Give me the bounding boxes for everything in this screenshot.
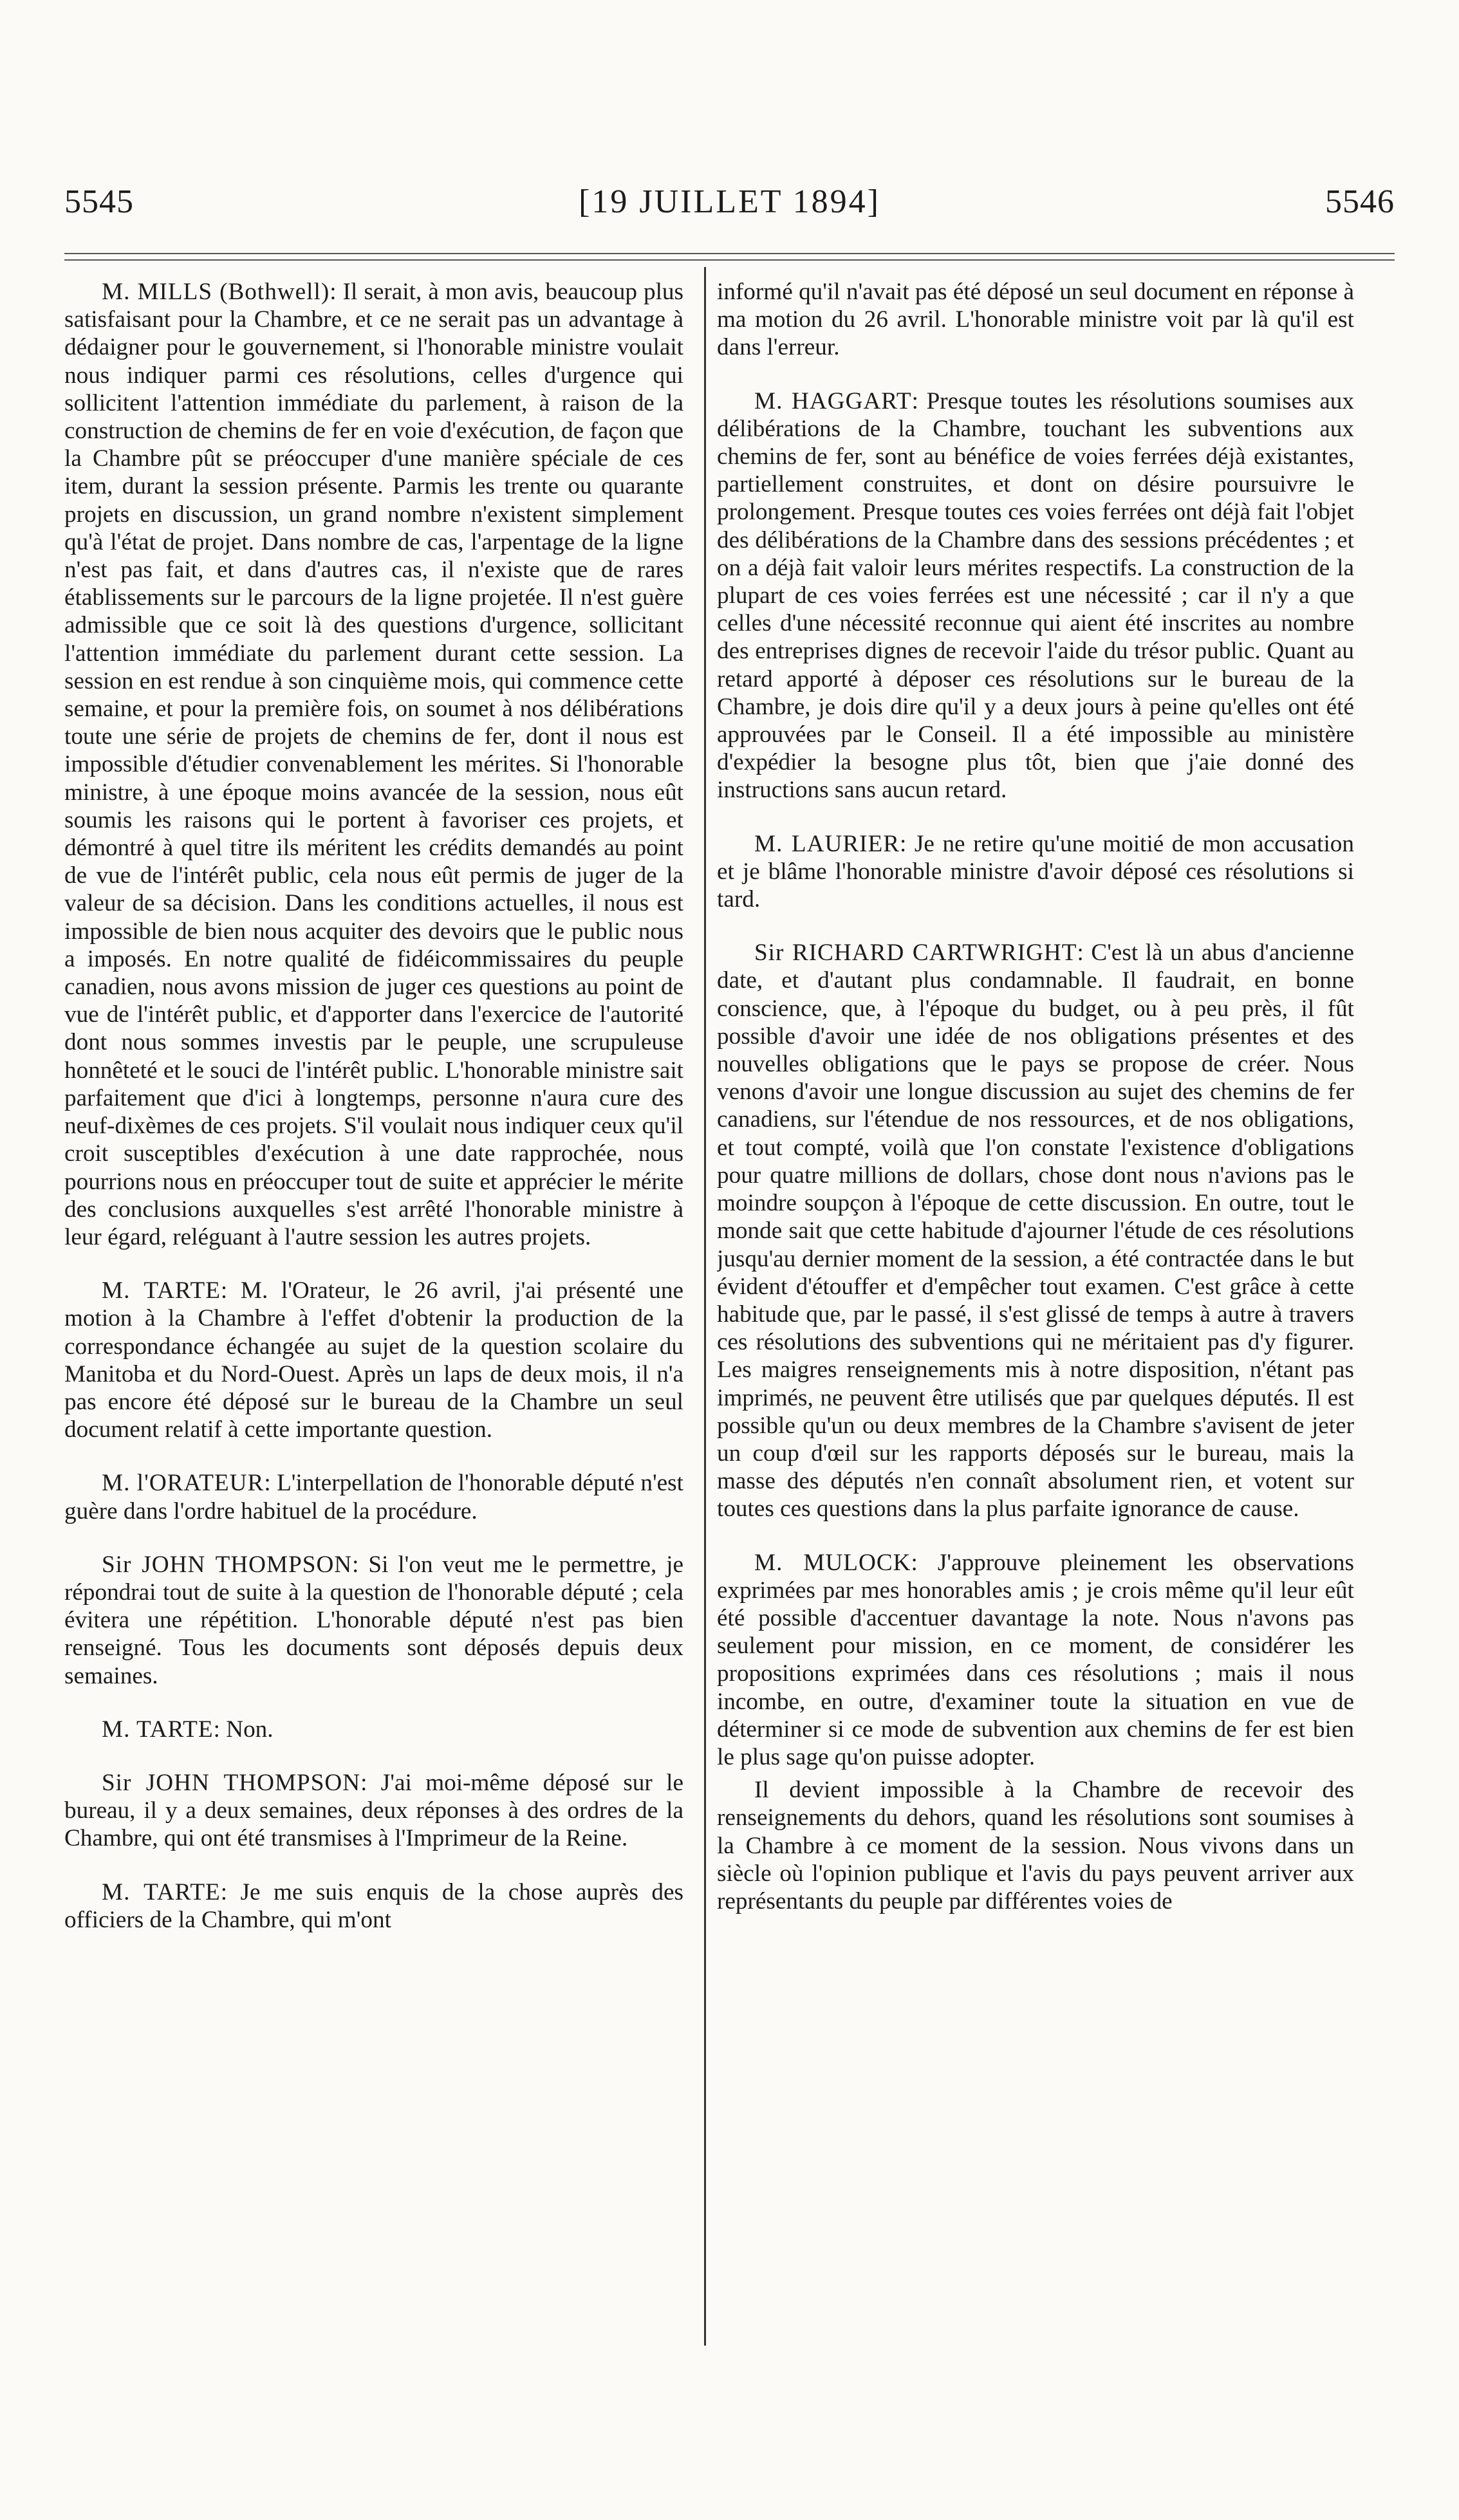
speech (717, 1549, 1354, 1772)
speaker-name: Sir RICHARD CARTWRIGHT (754, 940, 1077, 967)
speech-text: : Je ne retire qu'une moitié de mon accusation et je blâme l'honorable ministre d'avoir déposé ces résolutions si tard. (717, 830, 1354, 913)
right-column (717, 278, 1354, 2344)
speaker-name: M. TARTE (102, 1277, 221, 1304)
speech-text: : J'ai moi-même déposé sur le bureau, il y a deux semaines, deux réponses à des ordres de la Chambre, qui ont été transmises à l'Imprimeur de la Reine. (64, 1769, 683, 1852)
speaker-name: M. l'ORATEUR (102, 1470, 265, 1497)
speech-continuation (717, 278, 1354, 362)
speech (717, 387, 1354, 804)
speech-text: : Il serait, à mon avis, beaucoup plus satisfaisant pour la Chambre, et ce ne serait pas un advantage à dédaigner pour le gouvernement, si l'honorable ministre voulait nous indiquer parmi ces résolutions, celles d'urgence qui sollicitent l'attention immédiate du parlement, à raison de la construction de chemins de fer en voie d'exécution, de façon que la Chambre pût se préoccuper d'une manière spéciale de ces item, durant la session présente. Parmis les trente ou quarante projets en discussion, un grand nombre n'existent simplement qu'à l'état de projet. Dans nombre de cas, l'arpentage de la ligne n'est pas fait, et dans d'autres cas, il n'existe que de rares établissements sur le parcours de la ligne projetée. Il n'est guère admissible que ce soit là des questions d'urgence, sollicitant l'attention immédiate du parlement durant cette session. La session en est rendue à son cinquième mois, qui commence cette semaine, et pour la première fois, on soumet à nos délibérations toute une série de projets de chemins de fer, dont il nous est impossible d'étudier convenablement les mérites. Si l'honorable ministre, à une époque moins avancée de la session, nous eût soumis les raisons qui le portent à favoriser ces projets, et démontré à quel titre ils méritent les crédits demandés au point de vue de l'intérêt public, cela nous eût permis de juger de la valeur de sa décision. Dans les conditions actuelles, il nous est impossible de bien nous acquiter des devoirs que le public nous a imposés. En notre qualité de fidéicommissaires du peuple canadien, nous avons mission de juger ces questions au point de vue de l'intérêt public, et d'apporter dans l'exercice de l'autorité dont nous sommes investis par le peuple, une scrupuleuse honnêteté et le souci de l'intérêt public. L'honorable ministre sait parfaitement que d'ici à longtemps, personne n'aura cure des neuf-dixèmes de ces projets. S'il voulait nous indiquer ceux qu'il croit susceptibles d'exécution à une date rapprochée, nous pourrions nous en préoccuper tout de suite et apprécier le mérite des conclusions auxquelles s'est arrêté l'honorable ministre à leur égard, reléguant à l'autre session les autres projets. (64, 279, 683, 1250)
speaker-name: M. TARTE (102, 1878, 221, 1905)
speech (64, 1551, 683, 1690)
left-column (64, 278, 683, 2344)
page-number-right: 5546 (1325, 183, 1395, 220)
speech-text: : J'approuve pleinement les observations exprimées par mes honorables amis ; je crois même qu'il leur eût été possible d'accentuer davantage la note. Nous n'avons pas seulement pour mission, en ce moment, de considérer les propositions exprimées dans ces résolutions ; mais il nous incombe, en outre, d'examiner toute la situation en vue de déterminer si ce mode de subvention aux chemins de fer est bien le plus sage qu'on puisse adopter. (717, 1549, 1354, 1770)
speech-text: : C'est là un abus d'ancienne date, et d'autant plus condamnable. Il faudrait, en bonne conscience, que, à l'époque du budget, ou à peu près, il fût possible d'avoir une idée de nos obligations présentes et des nouvelles obligations que le pays se propose de créer. Nous venons d'avoir une longue discussion au sujet des chemins de fer canadiens, sur l'étendue de nos ressources, et de nos obligations, et tout compté, voilà que l'on constate l'existence d'obligations pour quatre millions de dollars, chose dont nous n'avions pas le moindre soupçon à l'époque de cette discussion. En outre, tout le monde sait que cette habitude d'ajourner l'étude de ces résolutions jusqu'au dernier moment de la session, a été contractée dans le but évident d'étouffer et d'empêcher tout examen. C'est grâce à cette habitude que, par le passé, il s'est glissé de temps à autre à travers ces résolutions des subventions qui ne méritaient pas d'y figurer. Les maigres renseignements mis à notre disposition, n'étant pas imprimés, ne peuvent être utilisés que par quelques députés. Il est possible qu'un ou deux membres de la Chambre s'avisent de jeter un coup d'œil sur les rapports déposés sur le bureau, mais la masse des députés n'en connaît absolument rien, et votent sur toutes ces questions dans la plus parfaite ignorance de cause. (717, 940, 1354, 1523)
speech-text: : Non. (213, 1716, 274, 1743)
speech-text: Il devient impossible à la Chambre de recevoir des renseignements du dehors, quand les résolutions sont soumises à la Chambre à ce moment de la session. Nous vivons dans un siècle où l'opinion publique et l'avis du pays peuvent arriver aux représentants du peuple par différentes voies de (717, 1777, 1354, 1914)
speech-text: : Si l'on veut me le permettre, je répondrai tout de suite à la question de l'honorable député ; cela évitera une répétition. L'honorable député n'est pas bien renseigné. Tous les documents sont déposés depuis deux semaines. (64, 1551, 683, 1689)
speaker-name: Sir JOHN THOMPSON (102, 1769, 361, 1796)
page-number-left: 5545 (64, 183, 134, 220)
speaker-name: M. HAGGART (754, 387, 912, 414)
page-header (64, 179, 1395, 225)
speech-text: : M. l'Orateur, le 26 avril, j'ai présenté une motion à la Chambre à l'effet d'obtenir la production de la correspondance échangée au sujet de la question scolaire du Manitoba et du Nord-Ouest. Après un laps de deux mois, il n'a pas encore été déposé sur le bureau de la Chambre un seul document relatif à cette importante question. (64, 1277, 683, 1443)
speech (64, 1277, 683, 1443)
speaker-name: M. MILLS (Bothwell) (102, 279, 330, 305)
speech (64, 1878, 683, 1934)
speaker-name: M. MULOCK (754, 1549, 911, 1576)
header-rule-top (64, 253, 1395, 254)
speech-paragraph (717, 1776, 1354, 1915)
speech (64, 278, 683, 1251)
speech-text: : Presque toutes les résolutions soumises aux délibérations de la Chambre, touchant les subventions aux chemins de fer, sont au bénéfice de voies ferrées déjà existantes, partiellement construites, et dont on désire poursuivre le prolongement. Presque toutes ces voies ferrées ont déjà fait l'objet des délibérations de la Chambre dans des sessions précédentes ; et on a déjà fait valoir leurs mérites respectifs. La construction de la plupart de ces voies ferrées est une nécessité ; car il n'y a que celles d'une nécessité reconnue qui aient été inscrites au nombre des entreprises dignes de recevoir l'aide du trésor public. Quant au retard apporté à déposer ces résolutions sur le bureau de la Chambre, je dois dire qu'il y a deux jours à peine qu'elles ont été approuvées par le Conseil. Il a été impossible au ministère d'expédier la besogne plus tôt, bien que j'aie donné des instructions sans aucun retard. (717, 387, 1354, 804)
speaker-name: Sir JOHN THOMPSON (102, 1551, 353, 1578)
speech (717, 830, 1354, 914)
speech-text: : Je me suis enquis de la chose auprès des officiers de la Chambre, qui m'ont (64, 1878, 683, 1933)
speaker-name: M. TARTE (102, 1716, 214, 1743)
speaker-name: M. LAURIER (754, 830, 900, 857)
speech (64, 1716, 683, 1743)
speech (64, 1769, 683, 1853)
column-divider (704, 267, 706, 2346)
speech (64, 1469, 683, 1524)
header-rule-bottom (64, 259, 1395, 261)
speech-text: informé qu'il n'avait pas été déposé un seul document en réponse à ma motion du 26 avril. L'honorable ministre voit par là qu'il est dans l'erreur. (717, 279, 1354, 361)
page-date: [19 JUILLET 1894] (579, 183, 880, 220)
speech (717, 939, 1354, 1523)
speech-text: : L'interpellation de l'honorable député n'est guère dans l'ordre habituel de la procédure. (64, 1470, 683, 1524)
